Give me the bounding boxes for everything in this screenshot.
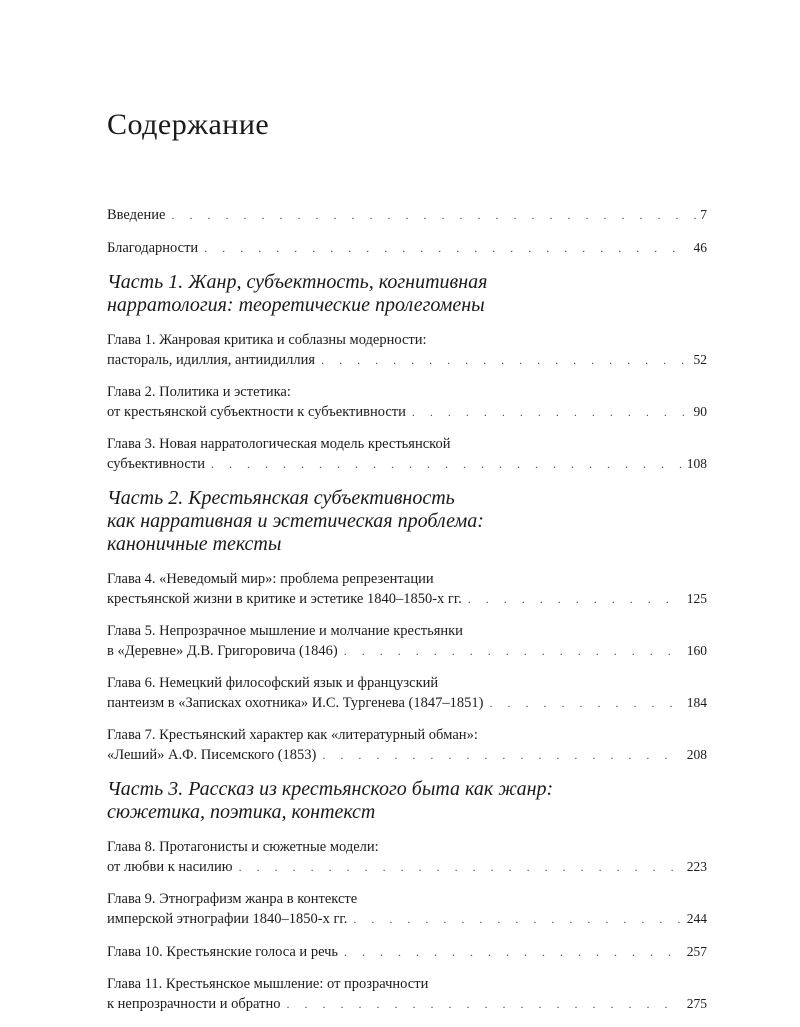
toc-entry-lastline bbox=[107, 745, 707, 765]
toc-entry-line: Глава 6. Немецкий философский язык и французский bbox=[107, 675, 439, 691]
part-title-line: Часть 1. Жанр, субъектность, когнитивная bbox=[107, 271, 488, 293]
page-number: 46 bbox=[693, 240, 707, 255]
toc-entry-line: Глава 5. Непрозрачное мышление и молчание крестьянки bbox=[107, 623, 463, 639]
part-title-line: как нарративная и эстетическая проблема: bbox=[107, 510, 484, 532]
page-number: 108 bbox=[686, 456, 707, 471]
toc-entry-text: субъективности bbox=[107, 456, 205, 472]
page-number: 52 bbox=[693, 352, 707, 367]
toc-entry-text: имперской этнографии 1840–1850-х гг. bbox=[107, 911, 348, 927]
toc-entry[interactable] bbox=[107, 674, 707, 713]
toc-entry-text: пастораль, идиллия, антиидиллия bbox=[107, 352, 316, 368]
dot-leader bbox=[286, 995, 682, 1014]
dot-leader bbox=[322, 746, 682, 765]
toc-entry[interactable] bbox=[107, 570, 707, 609]
toc-entry[interactable] bbox=[107, 942, 707, 962]
dot-leader bbox=[468, 590, 683, 609]
dot-leader bbox=[171, 206, 696, 225]
part-title-line: нарратология: теоретические пролегомены bbox=[107, 294, 485, 316]
table-of-contents bbox=[107, 205, 707, 1027]
part-title-line: Часть 2. Крестьянская субъективность bbox=[107, 487, 455, 509]
toc-entry[interactable] bbox=[107, 383, 707, 422]
part-title bbox=[107, 271, 707, 317]
toc-entry-lastline bbox=[107, 205, 707, 225]
page-number: 208 bbox=[686, 747, 707, 762]
toc-entry[interactable] bbox=[107, 205, 707, 225]
part-title-line: Часть 3. Рассказ из крестьянского быта как жанр: bbox=[107, 778, 554, 800]
toc-entry-lastline bbox=[107, 350, 707, 370]
dot-leader bbox=[211, 455, 683, 474]
toc-entry-line: Глава 11. Крестьянское мышление: от прозрачности bbox=[107, 976, 429, 992]
part-title-line: сюжетика, поэтика, контекст bbox=[107, 801, 376, 823]
dot-leader bbox=[321, 351, 689, 370]
toc-entry[interactable] bbox=[107, 890, 707, 929]
toc-entry-line: Глава 7. Крестьянский характер как «литературный обман»: bbox=[107, 727, 478, 743]
toc-entry-line: Глава 4. «Неведомый мир»: проблема репрезентации bbox=[107, 571, 434, 587]
dot-leader bbox=[412, 403, 690, 422]
toc-entry-lastline bbox=[107, 857, 707, 877]
toc-entry-text: «Леший» А.Ф. Писемского (1853) bbox=[107, 747, 317, 763]
part-title bbox=[107, 487, 707, 556]
page-number: 244 bbox=[686, 911, 707, 926]
toc-entry-lastline bbox=[107, 589, 707, 609]
part-title bbox=[107, 778, 707, 824]
part-title-line: каноничные тексты bbox=[107, 533, 282, 555]
page-number: 275 bbox=[686, 996, 707, 1011]
toc-entry-lastline bbox=[107, 402, 707, 422]
toc-entry-lastline bbox=[107, 693, 707, 713]
toc-entry[interactable] bbox=[107, 726, 707, 765]
page-number: 257 bbox=[686, 944, 707, 959]
toc-entry-line: Глава 8. Протагонисты и сюжетные модели: bbox=[107, 839, 379, 855]
toc-entry-line: Глава 2. Политика и эстетика: bbox=[107, 384, 291, 400]
toc-entry-lastline bbox=[107, 641, 707, 661]
toc-entry-lastline bbox=[107, 942, 707, 962]
dot-leader bbox=[344, 943, 683, 962]
page-number: 184 bbox=[686, 695, 707, 710]
toc-entry[interactable] bbox=[107, 435, 707, 474]
toc-entry-text: от любви к насилию bbox=[107, 859, 233, 875]
page-number: 160 bbox=[686, 643, 707, 658]
toc-entry-line: Глава 3. Новая нарратологическая модель крестьянской bbox=[107, 436, 451, 452]
toc-entry-lastline bbox=[107, 454, 707, 474]
dot-leader bbox=[239, 858, 683, 877]
toc-entry-text: крестьянской жизни в критике и эстетике 1840–1850-х гг. bbox=[107, 591, 462, 607]
dot-leader bbox=[489, 694, 682, 713]
toc-entry-line: Глава 1. Жанровая критика и соблазны модерности: bbox=[107, 332, 427, 348]
toc-entry[interactable] bbox=[107, 975, 707, 1014]
toc-entry-text: пантеизм в «Записках охотника» И.С. Тургенева (1847–1851) bbox=[107, 695, 484, 711]
page-number: 125 bbox=[686, 591, 707, 606]
toc-entry-lastline bbox=[107, 238, 707, 258]
toc-entry-lastline bbox=[107, 909, 707, 929]
dot-leader bbox=[344, 642, 683, 661]
toc-entry-line: Глава 9. Этнографизм жанра в контексте bbox=[107, 891, 358, 907]
toc-entry[interactable] bbox=[107, 331, 707, 370]
page-number: 90 bbox=[693, 404, 707, 419]
page-number: 7 bbox=[700, 207, 707, 222]
toc-entry-text: Введение bbox=[107, 207, 166, 223]
page-number: 223 bbox=[686, 859, 707, 874]
dot-leader bbox=[353, 910, 682, 929]
toc-entry[interactable] bbox=[107, 238, 707, 258]
toc-entry-text: Глава 10. Крестьянские голоса и речь bbox=[107, 944, 339, 960]
toc-entry[interactable] bbox=[107, 622, 707, 661]
toc-entry-text: в «Деревне» Д.В. Григоровича (1846) bbox=[107, 643, 338, 659]
toc-entry-lastline bbox=[107, 994, 707, 1014]
toc-entry-text: от крестьянской субъектности к субъективности bbox=[107, 404, 406, 420]
page-title: Содержание bbox=[107, 108, 270, 141]
toc-entry-text: к непрозрачности и обратно bbox=[107, 996, 281, 1012]
toc-entry[interactable] bbox=[107, 838, 707, 877]
dot-leader bbox=[204, 239, 689, 258]
toc-entry-text: Благодарности bbox=[107, 240, 199, 256]
